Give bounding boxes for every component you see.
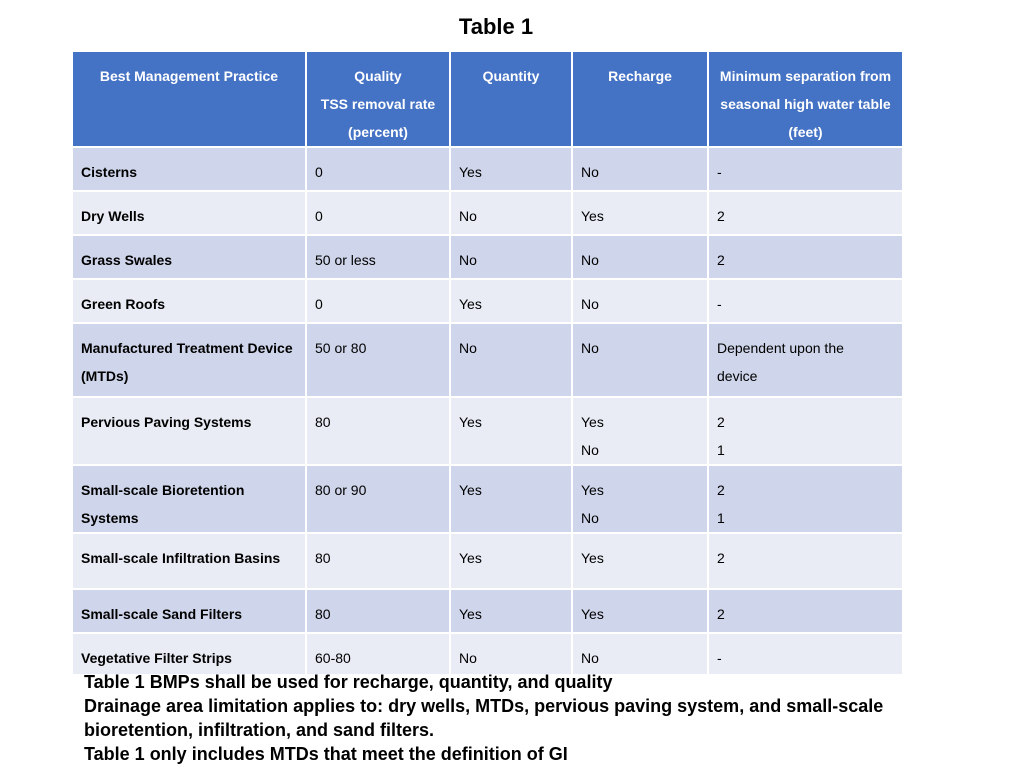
cell-bmp-name: Manufactured Treatment Device (MTDs)	[72, 323, 306, 397]
cell-separation: 2 1	[708, 397, 903, 465]
note-line: Table 1 only includes MTDs that meet the definition of GI	[84, 744, 568, 764]
table-notes	[84, 670, 884, 766]
cell-quality: 80	[306, 589, 450, 633]
cell-recharge: No	[572, 323, 708, 397]
note-line: Table 1 BMPs shall be used for recharge, quantity, and quality	[84, 672, 613, 692]
cell-quality: 60-80	[306, 633, 450, 675]
bmp-table	[71, 50, 904, 676]
cell-bmp-name: Dry Wells	[72, 191, 306, 235]
cell-recharge: Yes	[572, 589, 708, 633]
header-separation: Minimum separation from seasonal high water table (feet)	[708, 51, 903, 147]
cell-quality: 0	[306, 279, 450, 323]
cell-separation: 2 1	[708, 465, 903, 533]
table-row	[72, 191, 903, 235]
cell-quantity: Yes	[450, 279, 572, 323]
cell-quantity: No	[450, 191, 572, 235]
cell-bmp-name: Grass Swales	[72, 235, 306, 279]
cell-recharge: Yes	[572, 191, 708, 235]
header-row	[72, 51, 903, 147]
cell-recharge: Yes	[572, 533, 708, 589]
cell-separation: 2	[708, 235, 903, 279]
cell-quantity: Yes	[450, 533, 572, 589]
cell-separation: Dependent upon the device	[708, 323, 903, 397]
table-row	[72, 465, 903, 533]
table-row	[72, 235, 903, 279]
cell-bmp-name: Pervious Paving Systems	[72, 397, 306, 465]
cell-bmp-name: Vegetative Filter Strips	[72, 633, 306, 675]
cell-quantity: Yes	[450, 147, 572, 191]
cell-quality: 50 or less	[306, 235, 450, 279]
cell-recharge: No	[572, 235, 708, 279]
cell-quality: 80	[306, 533, 450, 589]
cell-recharge: Yes No	[572, 465, 708, 533]
table-row	[72, 397, 903, 465]
table-row	[72, 533, 903, 589]
header-bmp: Best Management Practice	[72, 51, 306, 147]
cell-bmp-name: Small-scale Sand Filters	[72, 589, 306, 633]
cell-recharge: Yes No	[572, 397, 708, 465]
header-recharge: Recharge	[572, 51, 708, 147]
cell-quantity: Yes	[450, 589, 572, 633]
header-quality: Quality TSS removal rate (percent)	[306, 51, 450, 147]
cell-quantity: Yes	[450, 397, 572, 465]
cell-bmp-name: Green Roofs	[72, 279, 306, 323]
cell-quality: 50 or 80	[306, 323, 450, 397]
cell-quantity: No	[450, 235, 572, 279]
cell-bmp-name: Cisterns	[72, 147, 306, 191]
cell-separation: 2	[708, 191, 903, 235]
cell-recharge: No	[572, 279, 708, 323]
cell-separation: 2	[708, 533, 903, 589]
table-row	[72, 147, 903, 191]
note-line: bioretention, infiltration, and sand filters.	[84, 720, 435, 740]
cell-quantity: No	[450, 633, 572, 675]
header-quantity: Quantity	[450, 51, 572, 147]
cell-separation: -	[708, 633, 903, 675]
table-row	[72, 633, 903, 675]
cell-quality: 80 or 90	[306, 465, 450, 533]
table-row	[72, 279, 903, 323]
cell-bmp-name: Small-scale Infiltration Basins	[72, 533, 306, 589]
cell-separation: -	[708, 279, 903, 323]
cell-separation: -	[708, 147, 903, 191]
table-row	[72, 323, 903, 397]
cell-quantity: No	[450, 323, 572, 397]
cell-bmp-name: Small-scale Bioretention Systems	[72, 465, 306, 533]
cell-quality: 0	[306, 147, 450, 191]
cell-separation: 2	[708, 589, 903, 633]
cell-recharge: No	[572, 147, 708, 191]
table-row	[72, 589, 903, 633]
cell-quality: 0	[306, 191, 450, 235]
cell-quantity: Yes	[450, 465, 572, 533]
cell-quality: 80	[306, 397, 450, 465]
table-title: Table 1	[458, 14, 534, 39]
note-line: Drainage area limitation applies to: dry wells, MTDs, pervious paving system, and small-scale	[84, 696, 884, 716]
cell-recharge: No	[572, 633, 708, 675]
